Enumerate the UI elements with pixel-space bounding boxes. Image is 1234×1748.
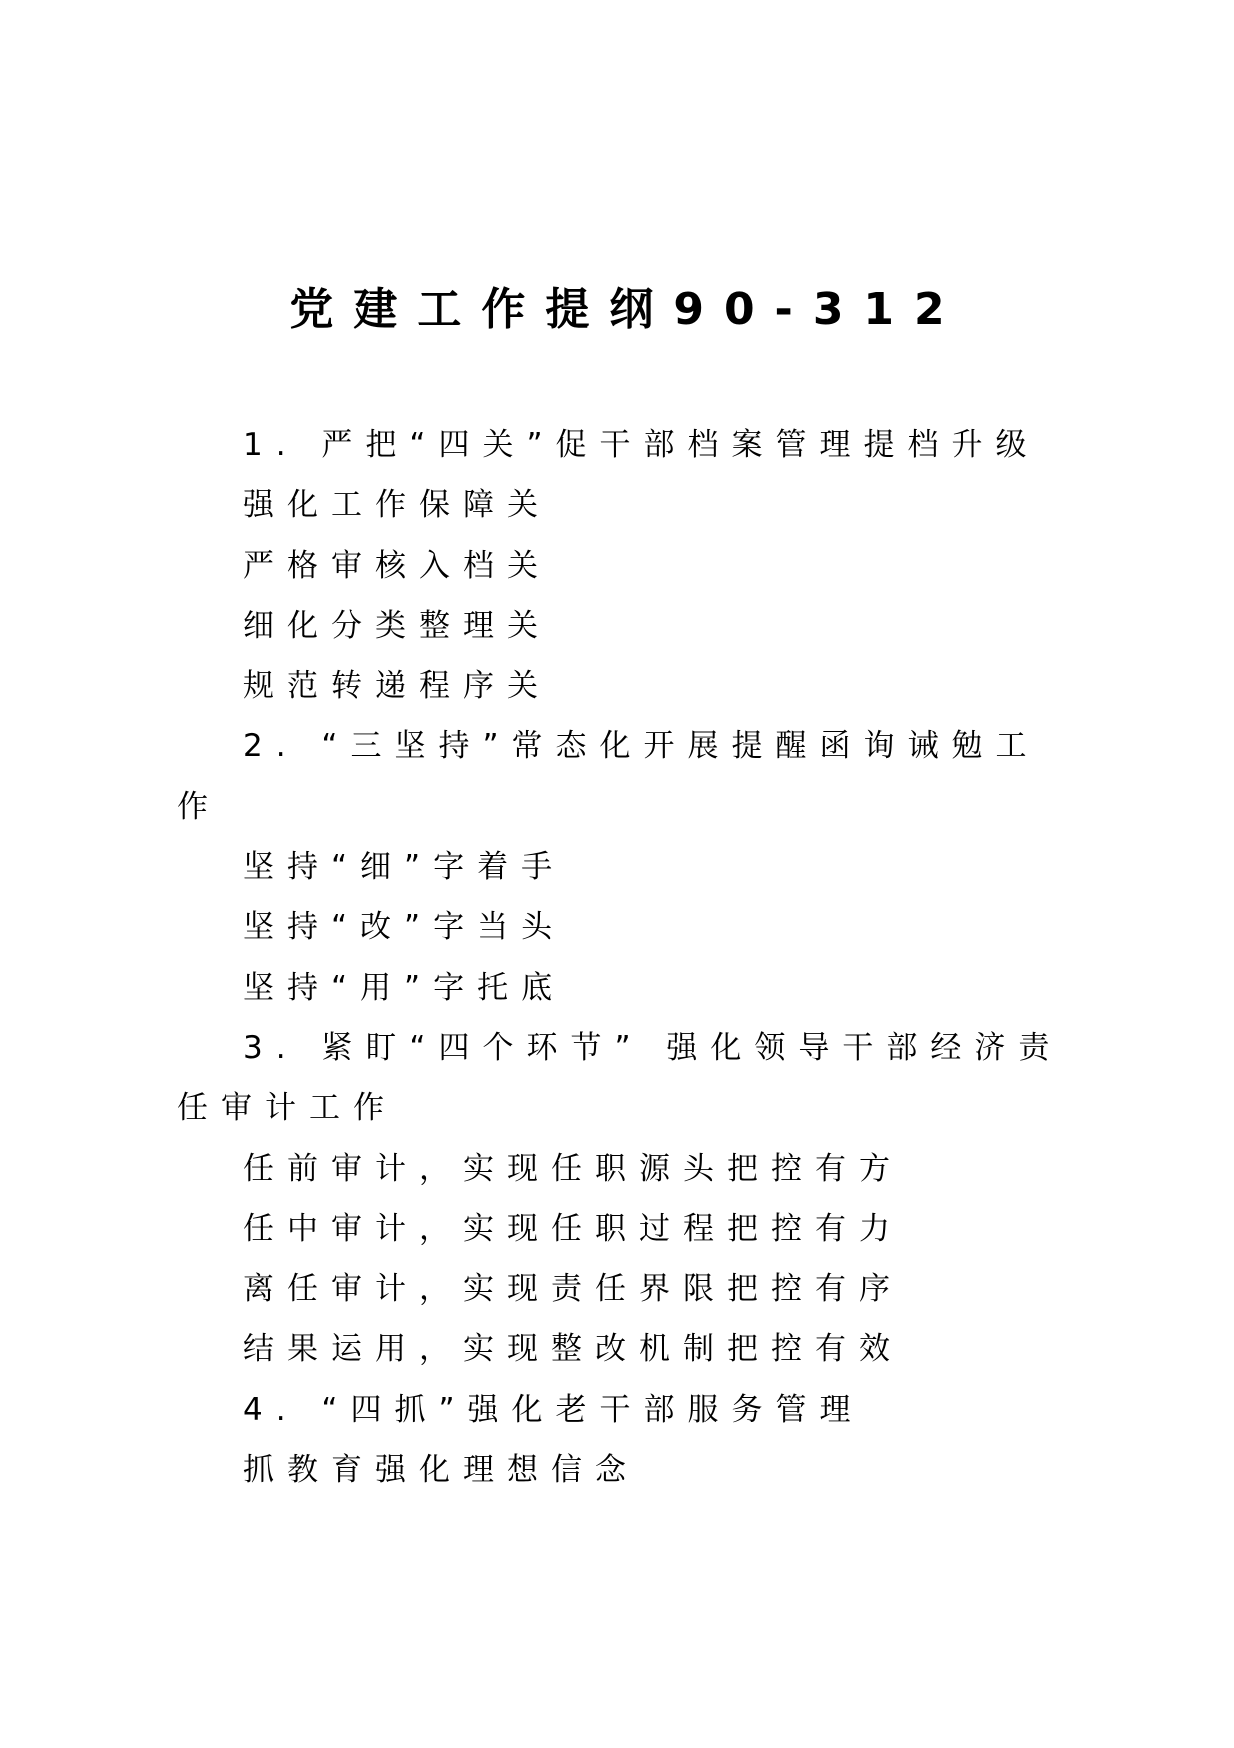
text-line: 规范转递程序关 [243, 668, 551, 705]
text-line: 抓教育强化理想信念 [243, 1452, 639, 1489]
text-line: 离任审计，实现责任界限把控有序 [243, 1271, 903, 1308]
text-line: 任中审计，实现任职过程把控有力 [243, 1210, 903, 1247]
text-line: 坚持“改”字当头 [243, 909, 566, 946]
document-title: 党建工作提纲90-312 [289, 284, 965, 335]
text-line: 坚持“细”字着手 [243, 849, 566, 886]
text-line: 细化分类整理关 [243, 607, 551, 644]
text-line: 3. 紧盯“四个环节” 强化领导干部经济责 [243, 1029, 1063, 1066]
text-line: 4. “四抓”强化老干部服务管理 [243, 1391, 864, 1428]
text-line: 任审计工作 [177, 1090, 397, 1127]
text-line: 1. 严把“四关”促干部档案管理提档升级 [243, 427, 1040, 463]
document-body [177, 415, 1067, 1500]
text-line: 任前审计，实现任职源头把控有方 [243, 1150, 903, 1187]
text-line: 强化工作保障关 [243, 487, 551, 524]
text-line: 2. “三坚持”常态化开展提醒函询诫勉工 [243, 728, 1040, 765]
text-line: 严格审核入档关 [243, 547, 551, 584]
text-line: 作 [177, 788, 221, 825]
text-line: 坚持“用”字托底 [243, 969, 566, 1006]
text-line: 结果运用，实现整改机制把控有效 [243, 1331, 903, 1368]
